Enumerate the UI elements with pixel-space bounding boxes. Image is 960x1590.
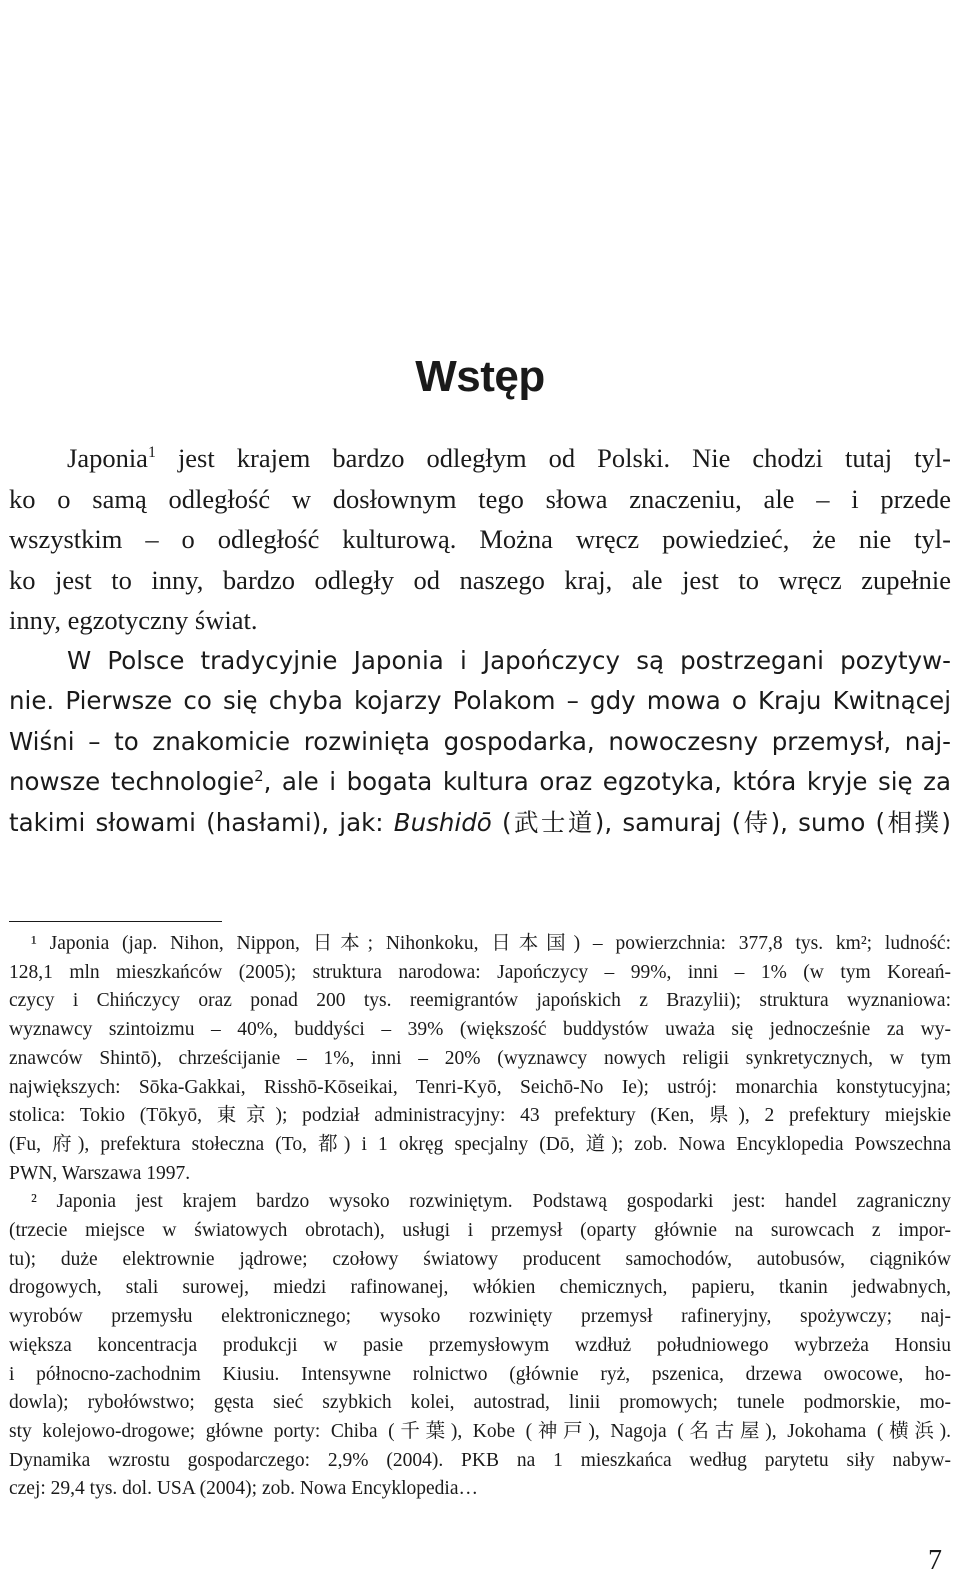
- footnote-ref-1[interactable]: 1: [147, 444, 156, 462]
- body-line: [9, 762, 951, 803]
- body-line: ko jest to inny, bardzo odległy od naszego kraj, ale jest to wręcz zupełnie: [9, 564, 951, 595]
- body-line: [9, 803, 951, 844]
- footnote-line: PWN, Warszawa 1997.: [9, 1162, 191, 1184]
- footnote-line: (trzecie miejsce w światowych obrotach), usługi i przemysł (oparty głównie na surowcach z impor-: [9, 1220, 951, 1242]
- footnote-line: większa koncentracja produkcji w pasie przemysłowym wzdłuż południowego wybrzeża Honsiu: [9, 1334, 951, 1356]
- footnote-ref-2[interactable]: 2: [254, 767, 264, 785]
- footnote-line: ¹ Japonia (jap. Nihon, Nippon, 日本; Nihonkoku, 日本国) – powierzchnia: 377,8 tys. km²; ludność:: [31, 933, 951, 954]
- footnote-line: dowla); rybołówstwo; gęsta sieć szybkich kolei, autostrad, linii promowych; tunele podmorskie, mo-: [9, 1392, 951, 1414]
- body-line: W Polsce tradycyjnie Japonia i Japończycy są postrzegani pozytyw-: [67, 645, 951, 675]
- body-line: nie. Pierwsze co się chyba kojarzy Polakom – gdy mowa o Kraju Kwitnącej: [9, 686, 951, 715]
- footnote-line: wyrobów przemysłu elektronicznego; wysoko rozwinięty przemysł rafineryjny, spożywczy; naj-: [9, 1306, 951, 1328]
- body-line: inny, egzotyczny świat.: [9, 605, 258, 635]
- footnote-line: znawców Shintō), chrześcijanie – 1%, inni – 20% (wyznawcy nowych religii synkretycznych, w tym: [9, 1047, 951, 1069]
- italic-term: Bushidō: [393, 807, 492, 837]
- page-number: 7: [928, 1545, 942, 1576]
- body-line-text: Japonia: [67, 443, 148, 473]
- footnote-line: 128,1 mln mieszkańców (2005); struktura narodowa: Japończycy – 99%, inni – 1% (w tym Koreań-: [9, 961, 951, 983]
- body-line: wszystkim – o odległość kulturową. Można wręcz powiedzieć, że nie tyl-: [9, 524, 951, 554]
- body-line: [9, 438, 951, 479]
- footnote-line: sty kolejowo-drogowe; główne porty: Chiba (千葉), Kobe (神戸), Nagoja (名古屋), Jokohama (横浜).: [9, 1420, 951, 1442]
- footnote-line: Dynamika wzrostu gospodarczego: 2,9% (2004). PKB na 1 mieszkańca według parytetu siły nabyw-: [9, 1449, 951, 1471]
- footnote-line: (Fu, 府), prefektura stołeczna (To, 都) i 1 okręg specjalny (Dō, 道); zob. Nowa Encyklopedia Powszechna: [9, 1133, 951, 1155]
- body-line: ko o samą odległość w dosłownym tego słowa znaczeniu, ale – i przede: [9, 483, 951, 514]
- footnote-line: drogowych, stali surowej, miedzi rafinowanej, włókien chemicznych, papieru, tkanin jedwabnych,: [9, 1277, 951, 1299]
- footnote-line: i północno-zachodnim Kiusiu. Intensywne rolnictwo (głównie ryż, pszenica, drzewa owocowe, ho-: [9, 1363, 951, 1385]
- footnotes: [9, 930, 951, 1504]
- footnote-line: wyznawcy szintoizmu – 40%, buddyści – 39% (większość buddystów uważa się jednocześnie za wy-: [9, 1019, 951, 1041]
- body-line-text: , ale i bogata kultura oraz egzotyka, która kryje się za: [263, 767, 952, 796]
- footnote-line: stolica: Tokio (Tōkyō, 東京); podział administracyjny: 43 prefektury (Ken, 県), 2 prefektury miejskie: [9, 1105, 951, 1127]
- body-line: Wiśni – to znakomicie rozwinięta gospodarka, nowoczesny przemysł, naj-: [9, 726, 951, 756]
- footnote-line: czej: 29,4 tys. dol. USA (2004); zob. Nowa Encyklopedia…: [9, 1478, 478, 1500]
- footnote-line: największych: Sōka-Gakkai, Risshō-Kōseikai, Tenri-Kyō, Seichō-No Ie); ustrój: monarchia konstytucyjna;: [9, 1076, 951, 1098]
- footnote-separator: [9, 921, 222, 922]
- body-text: [9, 438, 951, 843]
- footnote-line: ² Japonia jest krajem bardzo wysoko rozwiniętym. Podstawą gospodarki jest: handel zagraniczny: [31, 1191, 951, 1213]
- footnote-line: czycy i Chińczycy oraz ponad 200 tys. reemigrantów japońskich z Brazylii); struktura wyznaniowa:: [9, 990, 951, 1012]
- footnote-line: tu); duże elektrownie jądrowe; czołowy światowy producent samochodów, autobusów, ciągników: [9, 1248, 951, 1270]
- body-line-text: jest krajem bardzo odległym od Polski. Nie chodzi tutaj tyl-: [155, 443, 951, 473]
- body-line-text: nowsze technologie: [9, 767, 255, 796]
- chapter-title: Wstęp: [415, 352, 545, 401]
- body-line-text: (武士道), samuraj (侍), sumo (相撲): [491, 807, 951, 837]
- body-line-text: takimi słowami (hasłami), jak:: [9, 807, 394, 837]
